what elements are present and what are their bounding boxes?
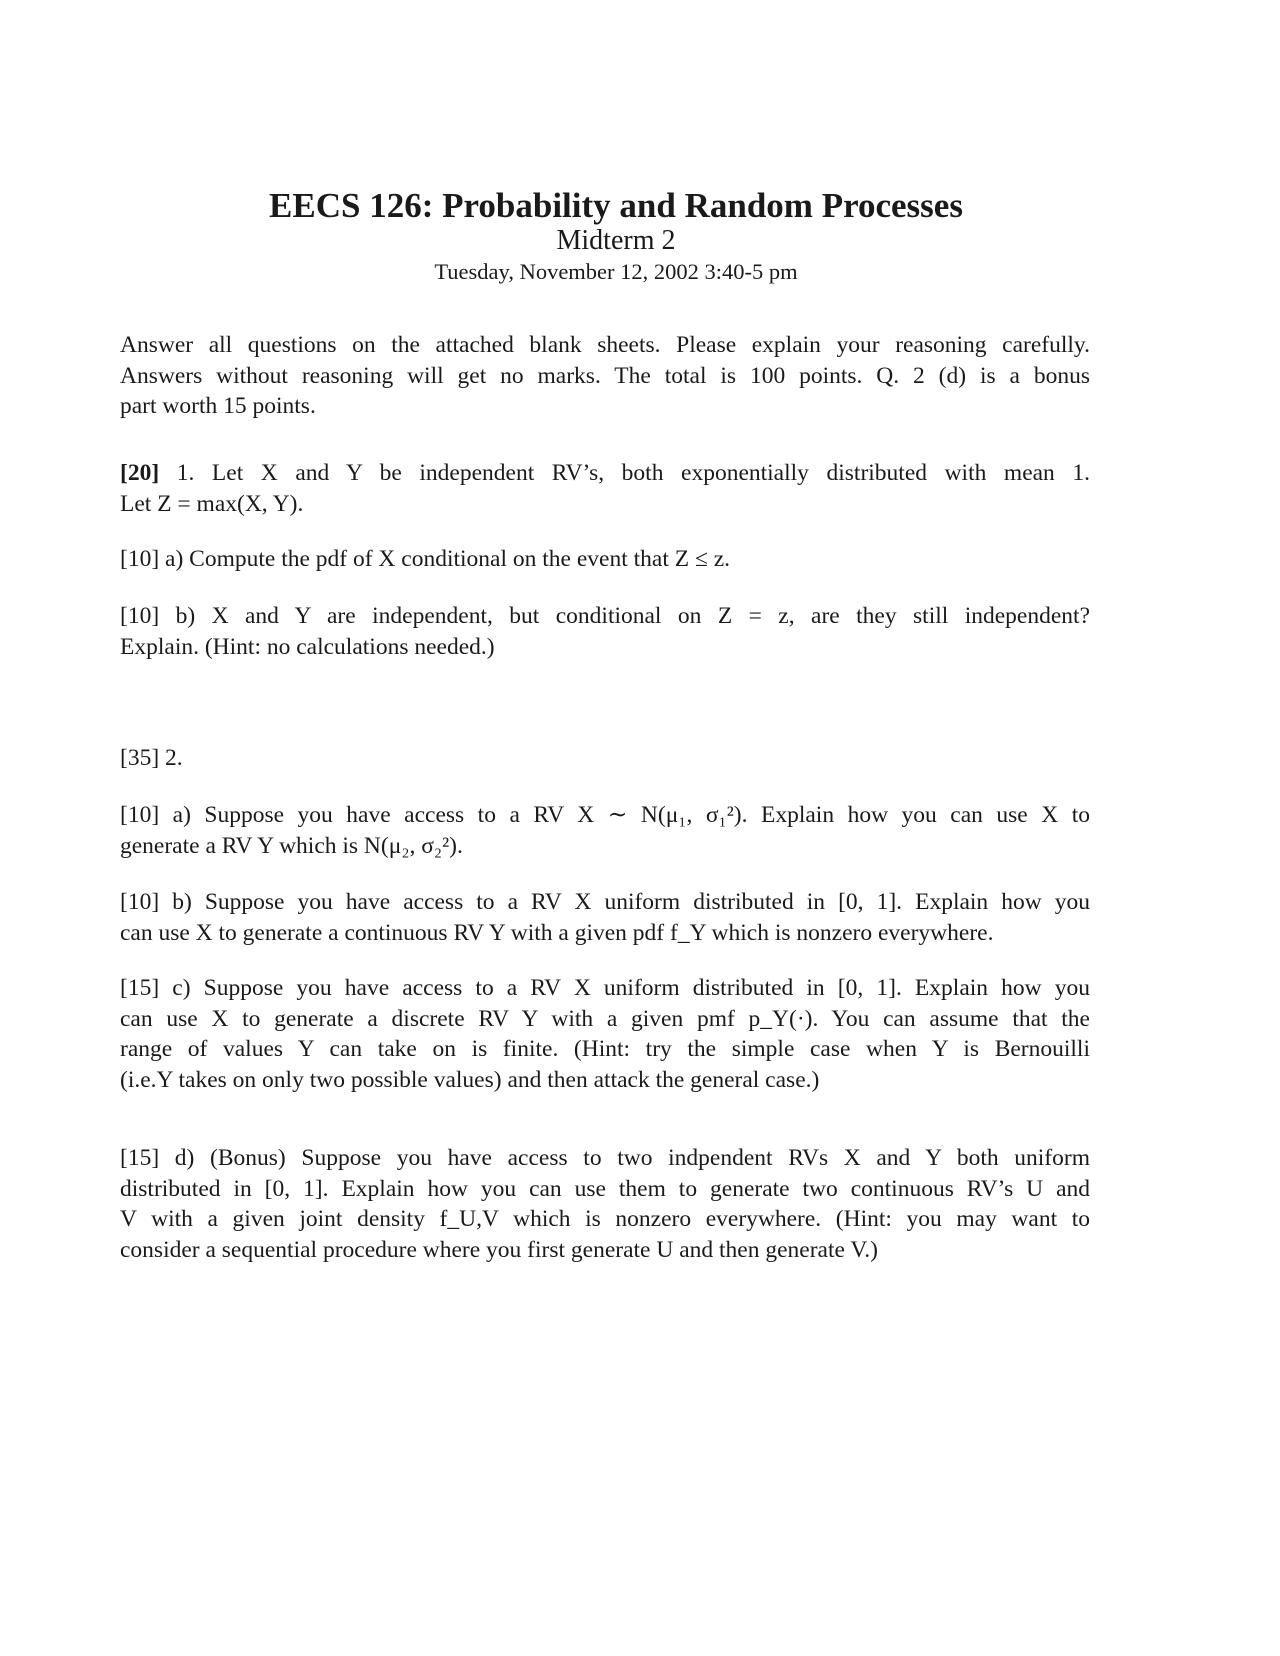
question-1-line [120,458,1090,489]
question-2a-line: generate a RV Y which is N(μ₂, σ₂²). [120,832,463,859]
page-title: EECS 126: Probability and Random Processes [269,186,963,225]
question-2b-line: can use X to generate a continuous RV Y with a given pdf f_Y which is nonzero everywhere. [120,919,994,946]
instructions-line: part worth 15 points. [120,393,316,419]
instructions-line: Answers without reasoning will get no marks. The total is 100 points. Q. 2 (d) is a bonus [120,362,1090,389]
question-1a [120,544,1090,575]
question-2d-line: consider a sequential procedure where you first generate U and then generate V.) [120,1236,879,1263]
question-2c [120,973,1090,1095]
question-1-text: 1. Let X and Y be independent RV’s, both exponentially distributed with mean 1. [176,460,1090,486]
question-1 [120,458,1090,519]
page-subtitle: Midterm 2 [556,225,676,256]
question-2d-line: [15] d) (Bonus) Suppose you have access to two indpendent RVs X and Y both uniform [120,1145,1090,1171]
question-2 [120,743,1090,774]
question-2b-line: [10] b) Suppose you have access to a RV X uniform distributed in [0, 1]. Explain how you [120,889,1090,915]
question-2c-line: (i.e.Y takes on only two possible values) and then attack the general case.) [120,1066,820,1093]
question-2c-line: [15] c) Suppose you have access to a RV X uniform distributed in [0, 1]. Explain how you [120,975,1090,1001]
question-2b [120,887,1090,948]
exam-dateline: Tuesday, November 12, 2002 3:40-5 pm [434,259,798,284]
question-1b-line: [10] b) X and Y are independent, but conditional on Z = z, are they still independent? [120,603,1090,629]
instructions-line: Answer all questions on the attached blank sheets. Please explain your reasoning carefully. [120,332,1090,358]
question-2a-line: [10] a) Suppose you have access to a RV X ∼ N(μ₁, σ₁²). Explain how you can use X to [120,802,1090,828]
question-1-line: Let Z = max(X, Y). [120,490,304,517]
question-1a-line: [10] a) Compute the pdf of X conditional on the event that Z ≤ z. [120,546,731,572]
question-2d-line: V with a given joint density f_U,V which is nonzero everywhere. (Hint: you may want to [120,1206,1090,1232]
question-2a [120,800,1090,861]
instructions-paragraph [120,330,1090,422]
question-2c-line: range of values Y can take on is finite. (Hint: try the simple case when Y is Bernouilli [120,1036,1090,1062]
question-2-heading: [35] 2. [120,745,183,771]
question-1b-line: Explain. (Hint: no calculations needed.) [120,633,495,660]
question-1b [120,601,1090,662]
question-2d [120,1143,1090,1265]
question-1-points: [20] [120,460,160,486]
question-2c-line: can use X to generate a discrete RV Y with a given pmf p_Y(·). You can assume that the [120,1005,1090,1032]
question-2d-line: distributed in [0, 1]. Explain how you can use them to generate two continuous RV’s U and [120,1175,1090,1202]
